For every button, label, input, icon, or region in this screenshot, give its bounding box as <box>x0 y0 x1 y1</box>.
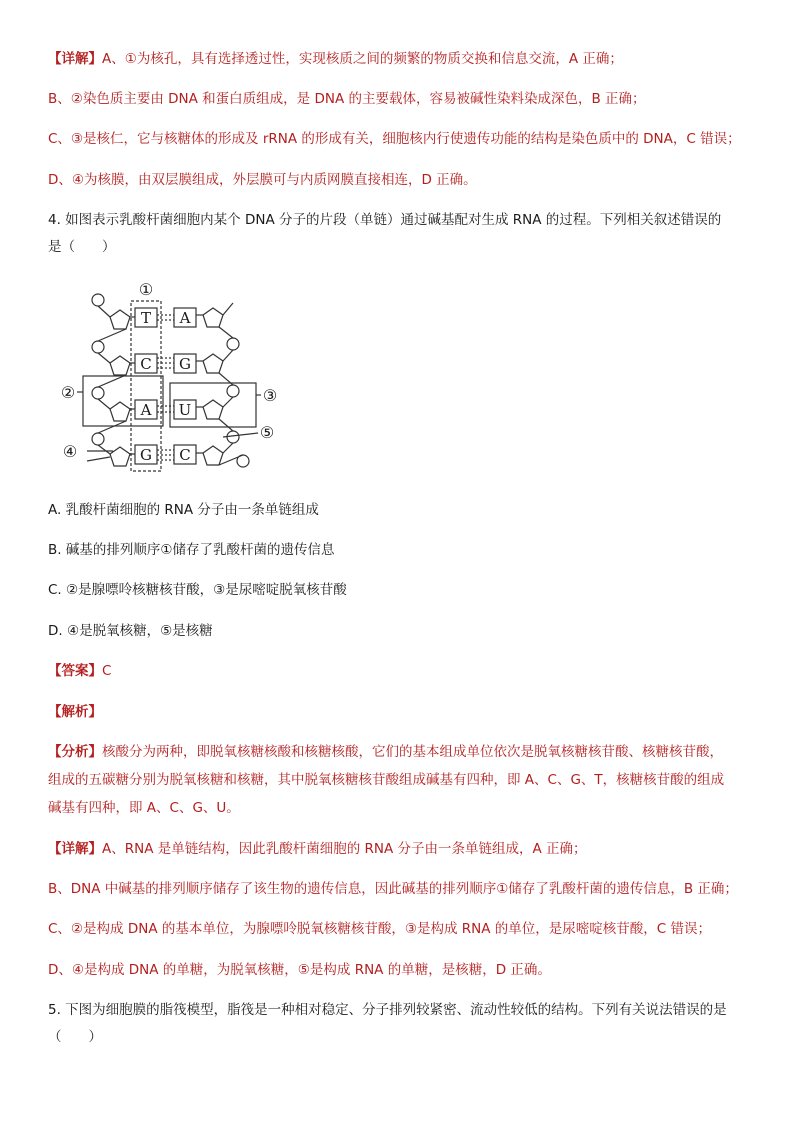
prev-detail-line-d: D、④为核膜，由双层膜组成，外层膜可与内质网膜直接相连，D 正确。 <box>48 172 477 188</box>
q5-stem-line1: 5. 下图为细胞膜的脂筏模型，脂筏是一种相对稳定、分子排列较紧密、流动性较低的结构。下列有关说法错误的是 <box>48 1002 727 1018</box>
q4-analysis-line2: 组成的五碳糖分别为脱氧核糖和核糖，其中脱氧核糖核苷酸组成碱基有四种，即 A、C、G、T，核糖核苷酸的组成 <box>48 772 725 788</box>
dna-rna-figure <box>55 275 295 475</box>
detail-label: 【详解】 <box>48 841 102 857</box>
q4-option-d: D. ④是脱氧核糖，⑤是核糖 <box>48 623 213 639</box>
q4-analysis-line3: 碱基有四种，即 A、C、G、U。 <box>48 800 240 816</box>
rna-base-1: A <box>179 309 191 327</box>
marker-3: ③ <box>262 386 278 405</box>
q4-option-c: C. ②是腺嘌呤核糖核苷酸，③是尿嘧啶脱氧核苷酸 <box>48 582 347 598</box>
marker-2: ② <box>60 383 76 402</box>
q4-stem-line2: 是（ ） <box>48 239 116 255</box>
q4-analysis-heading: 【解析】 <box>48 704 102 720</box>
answer-label: 【答案】 <box>48 663 102 679</box>
marker-4: ④ <box>62 442 78 461</box>
q4-stem-line1: 4. 如图表示乳酸杆菌细胞内某个 DNA 分子的片段（单链）通过碱基配对生成 RNA 的过程。下列相关叙述错误的 <box>48 212 722 228</box>
detail-label: 【详解】 <box>48 51 102 67</box>
q4-detail-line-d: D、④是构成 DNA 的单糖，为脱氧核糖，⑤是构成 RNA 的单糖，是核糖，D 正确。 <box>48 962 551 978</box>
q4-option-a: A. 乳酸杆菌细胞的 RNA 分子由一条单链组成 <box>48 502 319 518</box>
rna-base-4: C <box>179 446 191 464</box>
q4-answer <box>48 662 748 680</box>
dna-base-4: G <box>140 446 152 464</box>
analysis-label: 【分析】 <box>48 744 102 760</box>
dna-base-1: T <box>140 309 152 327</box>
marker-5: ⑤ <box>259 423 275 442</box>
marker-1: ① <box>138 280 154 299</box>
dna-base-3: A <box>140 401 152 419</box>
prev-detail-line-a: 【详解】A、①为核孔，具有选择透过性，实现核质之间的频繁的物质交换和信息交流，A 正确； <box>48 51 623 67</box>
dna-base-2: C <box>140 355 152 373</box>
rna-base-2: G <box>179 355 191 373</box>
q4-detail-line-a: 【详解】A、RNA 是单链结构，因此乳酸杆菌细胞的 RNA 分子由一条单链组成，A 正确； <box>48 841 587 857</box>
q4-option-b: B. 碱基的排列顺序①储存了乳酸杆菌的遗传信息 <box>48 542 335 558</box>
prev-detail-line-c: C、③是核仁，它与核糖体的形成及 rRNA 的形成有关，细胞核内行使遗传功能的结构是染色质中的 DNA，C 错误； <box>48 131 741 147</box>
q4-detail-line-b: B、DNA 中碱基的排列顺序储存了该生物的遗传信息，因此碱基的排列顺序①储存了乳酸杆菌的遗传信息，B 正确； <box>48 881 738 897</box>
q4-detail-line-c: C、②是构成 DNA 的基本单位，为腺嘌呤脱氧核糖核苷酸，③是构成 RNA 的单位，是尿嘧啶核苷酸，C 错误； <box>48 921 711 937</box>
q4-analysis-line1: 【分析】核酸分为两种，即脱氧核糖核酸和核糖核酸，它们的基本组成单位依次是脱氧核糖核苷酸、核糖核苷酸， <box>48 744 723 760</box>
answer-value: C <box>102 663 112 679</box>
prev-detail-line-b: B、②染色质主要由 DNA 和蛋白质组成，是 DNA 的主要载体，容易被碱性染料染成深色，B 正确； <box>48 91 646 107</box>
rna-base-3: U <box>178 401 192 419</box>
q5-stem-line2: （ ） <box>48 1029 102 1045</box>
